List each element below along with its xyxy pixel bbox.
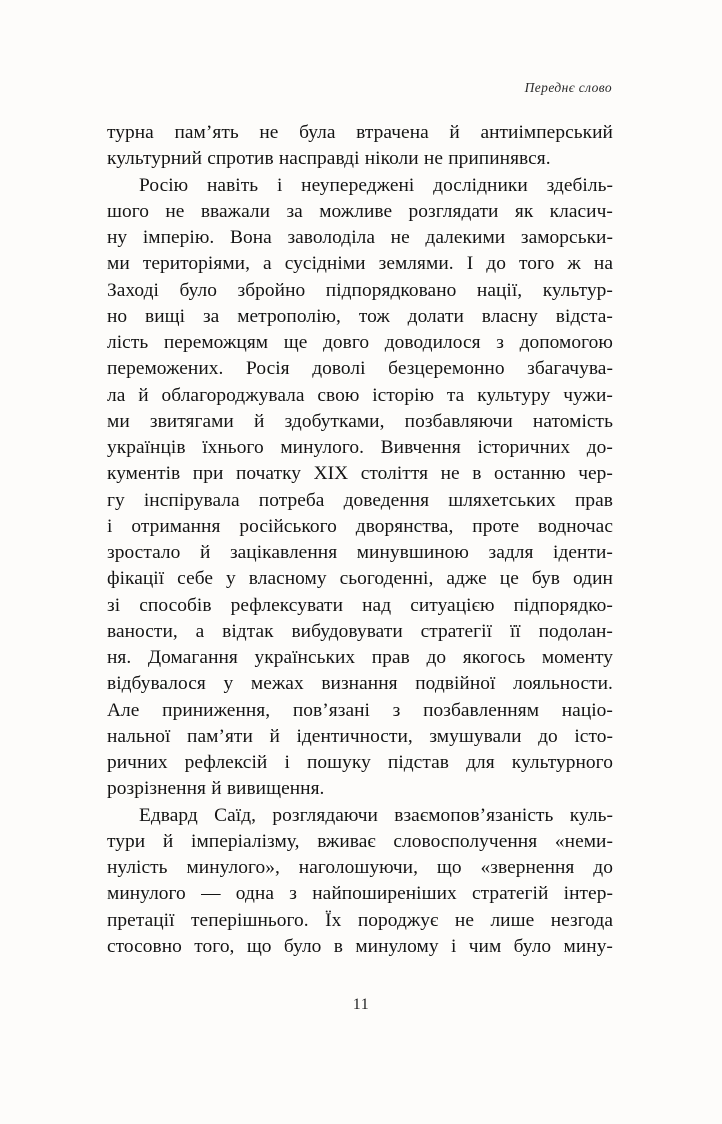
- text-line: кументів при початку XIX століття не в останню чер-: [107, 463, 613, 485]
- paragraph-edvard-said: [107, 803, 613, 961]
- text-line: ну імперію. Вона заволоділа не далекими заморськи-: [107, 227, 613, 248]
- text-line: і отримання російського дворянства, проте водночас: [107, 515, 613, 537]
- text-line: ми звитягами й здобутками, позбавляючи натомість: [107, 410, 613, 432]
- text-line: культурний спротив насправді ніколи не припинявся.: [107, 148, 551, 170]
- text-line: минулого — одна з найпоширеніших стратегій інтер-: [107, 883, 613, 905]
- text-line: лість переможцям ще довго доводилося з допомогою: [107, 332, 613, 353]
- text-line: шого не вважали за можливе розглядати як класич-: [107, 200, 613, 222]
- text-line: переможених. Росія доволі безцеремонно збагачува-: [107, 358, 613, 380]
- text-line: Але приниження, пов’язані з позбавленням націо-: [107, 699, 613, 721]
- text-line: но вищі за метрополію, тож долати власну відста-: [107, 305, 613, 327]
- text-line: українців їхнього минулого. Вивчення історичних до-: [107, 437, 613, 458]
- text-line: тури й імперіалізму, вживає словосполучення «неми-: [107, 830, 613, 852]
- text-line: Заході було збройно підпорядковано нації, культур-: [107, 279, 613, 301]
- text-line: Едвард Саїд, розглядаючи взаємопов’язаність куль-: [139, 804, 613, 826]
- text-line: нальної пам’яти й ідентичности, змушували до істо-: [107, 725, 613, 747]
- text-line: ричних рефлексій і пошуку підстав для культурного: [107, 752, 613, 773]
- paragraph-continued: [107, 120, 613, 173]
- text-line: ми територіями, а сусідніми землями. І до того ж на: [107, 253, 613, 275]
- text-line: стосовно того, що було в минулому і чим було мину-: [107, 935, 613, 957]
- text-line: ня. Домагання українських прав до якогось моменту: [107, 647, 613, 668]
- text-line: претації теперішнього. Їх породжує не лише незгода: [107, 909, 613, 931]
- paragraph-rosiyu: [107, 173, 613, 803]
- text-line: ваности, а відтак вибудовувати стратегії її подолан-: [107, 620, 613, 642]
- body-text-block: [107, 120, 613, 960]
- text-line: розрізнення й вивищення.: [107, 778, 325, 800]
- page-number: 11: [352, 996, 370, 1013]
- text-line: гу інспірувала потреба доведення шляхетських прав: [107, 489, 613, 511]
- text-line: ла й облагороджувала свою історію та культуру чужи-: [107, 384, 613, 406]
- running-head: Переднє слово: [524, 80, 612, 95]
- text-line: зростало й зацікавлення минувшиною задля іденти-: [107, 542, 613, 563]
- text-line: нулість минулого», наголошуючи, що «звернення до: [107, 857, 613, 878]
- text-line: фікації себе у власному сьогоденні, адже це був один: [107, 568, 613, 590]
- text-line: зі способів рефлексувати над ситуацією підпорядко-: [107, 594, 613, 616]
- text-line: турна пам’ять не була втрачена й антиімперський: [107, 122, 613, 143]
- text-line: відбувалося у межах визнання подвійної лояльности.: [107, 673, 613, 695]
- text-line: Росію навіть і неупереджені дослідники здебіль-: [139, 174, 613, 196]
